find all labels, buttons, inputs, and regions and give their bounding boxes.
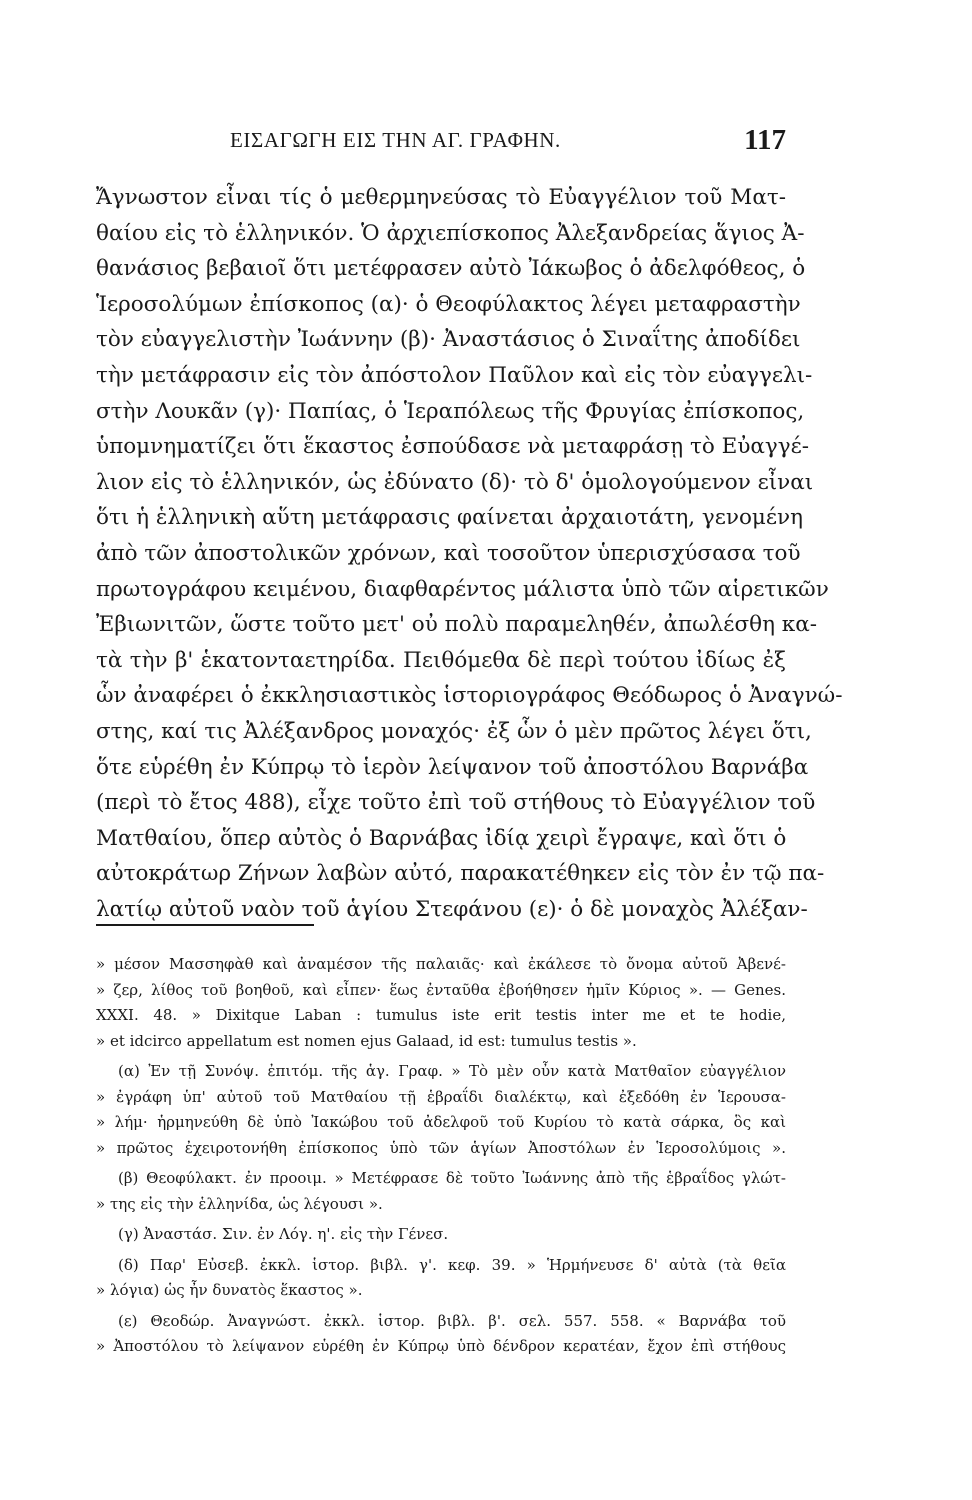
text-line: τὰ τὴν β' ἑκατονταετηρίδα. Πειθόμεθα δὲ περὶ τούτου ἰδίως ἐξ (96, 647, 786, 673)
text-line: Ἐβιωνιτῶν, ὥστε τοῦτο μετ' οὐ πολὺ παραμεληθέν, ἀπωλέσθη κα- (96, 612, 818, 638)
text-line: ἀπὸ τῶν ἀποστολικῶν χρόνων, καὶ τοσοῦτον ὑπερισχύσασα τοῦ (96, 540, 801, 566)
text-line: στης, καί τις Ἀλέξανδρος μοναχός· ἐξ ὧν ὁ μὲν πρῶτος λέγει ὅτι, (96, 718, 812, 744)
footnote-line: » πρῶτος ἐχειροτονήθη ἐπίσκοπος ὑπὸ τῶν ἁγίων Ἀποστόλων ἐν Ἱεροσολύμοις ». (96, 1138, 786, 1157)
footnote-line: XXXI. 48. » Dixitque Laban : tumulus iste erit testis inter me et te hodie, (96, 1006, 786, 1024)
footnotes (96, 952, 786, 1360)
text-line: πρωτογράφου κειμένου, διαφθαρέντος μάλιστα ὑπὸ τῶν αἱρετικῶν (96, 576, 829, 602)
text-line: ὅτι ἡ ἑλληνικὴ αὕτη μετάφρασις φαίνεται ἀρχαιοτάτη, γενομένη (96, 505, 803, 531)
footnote-d: (δ) Παρ' Εὐσεβ. ἐκκλ. ἱστορ. βιβλ. γ'. κεφ. 39. » Ἡρμήνευσε δ' αὐτὰ (τὰ θεῖα (118, 1255, 786, 1274)
text-line: ὑπομνηματίζει ὅτι ἕκαστος ἐσπούδασε νὰ μεταφράσῃ τὸ Εὐαγγέ- (96, 434, 810, 460)
text-line: τὴν μετάφρασιν εἰς τὸν ἀπόστολον Παῦλον καὶ εἰς τὸν εὐαγγελι- (96, 362, 813, 388)
text-line: ὧν ἀναφέρει ὁ ἐκκλησιαστικὸς ἱστοριογράφος Θεόδωρος ὁ Ἀναγνώ- (96, 683, 843, 709)
text-line: λιον εἰς τὸ ἑλληνικόν, ὡς ἐδύνατο (δ)· τὸ δ' ὁμολογούμενον εἶναι (96, 469, 814, 495)
footnote-e: (ε) Θεοδώρ. Ἀναγνώστ. ἐκκλ. ἱστορ. βιβλ. β'. σελ. 557. 558. « Βαρνάβα τοῦ (118, 1311, 786, 1330)
footnote-line: » ἐγράφη ὑπ' αὐτοῦ τοῦ Ματθαίου τῇ ἑβραΐδι διαλέκτῳ, καὶ ἐξεδόθη ἐν Ἱερουσα- (96, 1087, 786, 1106)
page-number: 117 (744, 124, 786, 156)
running-title: ΕΙΣΑΓΩΓΗ ΕΙΣ ΤΗΝ ΑΓ. ΓΡΑΦΗΝ. (230, 128, 561, 152)
text-line: ὅτε εὑρέθη ἐν Κύπρῳ τὸ ἱερὸν λείψανον τοῦ ἀποστόλου Βαρνάβα (96, 754, 809, 780)
footnote-line: » Ἀποστόλου τὸ λείψανον εὑρέθη ἐν Κύπρῳ ὑπὸ δένδρον κερατέαν, ἔχον ἐπὶ στήθους (96, 1337, 786, 1355)
footnote-a: (α) Ἐν τῇ Συνόψ. ἐπιτόμ. τῆς ἁγ. Γραφ. » Τὸ μὲν οὖν κατὰ Ματθαῖον εὐαγγέλιον (118, 1062, 786, 1080)
text-line: θαίου εἰς τὸ ἑλληνικόν. Ὁ ἀρχιεπίσκοπος Ἀλεξανδρείας ἅγιος Ἀ- (96, 220, 805, 246)
text-line: θανάσιος βεβαιοῖ ὅτι μετέφρασεν αὐτὸ Ἰάκωβος ὁ ἀδελφόθεος, ὁ (96, 256, 806, 282)
footnote-line: » λόγια) ὡς ἦν δυνατὸς ἕκαστος ». (96, 1281, 363, 1299)
footnote-line: » της εἰς τὴν ἑλληνίδα, ὡς λέγουσι ». (96, 1194, 383, 1213)
text-line: στὴν Λουκᾶν (γ)· Παπίας, ὁ Ἱεραπόλεως τῆς Φρυγίας ἐπίσκοπος, (96, 398, 805, 424)
footnote-line: » λήμ· ἡρμηνεύθη δὲ ὑπὸ Ἰακώβου τοῦ ἀδελφοῦ τοῦ Κυρίου τὸ κατὰ σάρκα, ὃς καὶ (96, 1113, 786, 1131)
text-line: Ματθαίου, ὅπερ αὐτὸς ὁ Βαρνάβας ἰδίᾳ χειρὶ ἔγραψε, καὶ ὅτι ὁ (96, 825, 787, 851)
text-line: τὸν εὐαγγελιστὴν Ἰωάννην (β)· Ἀναστάσιος ὁ Σιναΐτης ἀποδίδει (96, 327, 801, 353)
footnote-line: » μέσον Μασσηφὰθ καὶ ἀναμέσον τῆς παλαιᾶς· καὶ ἐκάλεσε τὸ ὄνομα αὐτοῦ Ἀβενέ- (96, 955, 786, 973)
main-text (96, 180, 843, 927)
text-line: Ἄγνωστον εἶναι τίς ὁ μεθερμηνεύσας τὸ Εὐαγγέλιον τοῦ Ματ- (96, 185, 786, 210)
text-line: λατίῳ αὐτοῦ ναὸν τοῦ ἁγίου Στεφάνου (ε)· ὁ δὲ μοναχὸς Ἀλέξαν- (96, 896, 808, 922)
footnote-c: (γ) Ἀναστάσ. Σιν. ἐν Λόγ. η'. εἰς τὴν Γένεσ. (118, 1225, 449, 1243)
footnote-rule (96, 924, 314, 926)
text-line: αὐτοκράτωρ Ζήνων λαβὼν αὐτό, παρακατέθηκεν εἰς τὸν ἐν τῷ πα- (96, 861, 825, 887)
running-head (230, 124, 786, 162)
text-line: (περὶ τὸ ἔτος 488), εἶχε τοῦτο ἐπὶ τοῦ στήθους τὸ Εὐαγγέλιον τοῦ (96, 790, 816, 816)
footnote-line: » et idcirco appellatum est nomen ejus Galaad, id est: tumulus testis ». (96, 1031, 637, 1050)
footnote-line: » ζερ, λίθος τοῦ βοηθοῦ, καὶ εἶπεν· ἕως ἐνταῦθα ἐβοήθησεν ἡμῖν Κύριος ». — Genes. (96, 980, 786, 999)
text-line: Ἱεροσολύμων ἐπίσκοπος (α)· ὁ Θεοφύλακτος λέγει μεταφραστὴν (96, 291, 801, 317)
footnote-b: (β) Θεοφύλακτ. ἐν προοιμ. » Μετέφρασε δὲ τοῦτο Ἰωάννης ἀπὸ τῆς ἑβραΐδος γλώτ- (118, 1169, 786, 1187)
